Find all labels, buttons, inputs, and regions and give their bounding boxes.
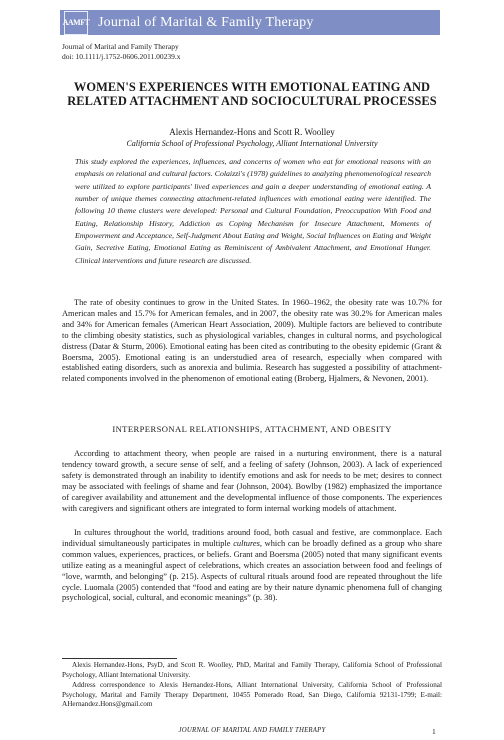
section-heading: INTERPERSONAL RELATIONSHIPS, ATTACHMENT, AND OBESITY [112,424,392,434]
footnote-divider [62,658,177,659]
section-paragraph-2 [62,528,442,604]
section-paragraph-1: According to attachment theory, when people are raised in a nurturing environment, there is a natural tendency toward growth, a secure sense of self, and a feeling of safety (Johnson, 2003). A lack of experienced safety is demonstrated through an inability to identify emotions and ask for needs to be met; desires to connect may be associated with feelings of shame and fear (Johnson, 2004). Bowlby (1982) emphasized the importance of caregiver availability and attunement and the developmental influence of those components. The experiences with caregivers and significant others are integrated to form internal working models of attachment. [62,449,442,513]
affiliation: California School of Professional Psychology, Alliant International University [126,139,378,148]
aamft-logo [64,11,88,35]
author-note: Alexis Hernandez-Hons, PsyD, and Scott R. Woolley, PhD, Marital and Family Therapy, California School of Professional Psychology, Alliant International University. [62,661,442,679]
paragraph-text-start: In cultures throughout the world, traditions around food, both casual and festive, are commonplace. Each individual simultaneously participates in multiple [62,528,442,548]
logo-text: AAMFT [62,18,90,27]
paragraph-text-end: , which can be broadly defined as a group who share common values, experiences, practices, or beliefs. Grant and Boersma (2005) noted that many significant events utilize eating as a meaningful aspect of celebrations, which creates an association between food and feelings of “love, warmth, and belonging” (p. 215). Aspects of cultural rituals around food are repeated throughout the life cycle. Luomala (2005) contended that “food and eating are by their nature dynamic phenomena full of changing psychological, social, cultural, and economic meanings” (p. 38). [62,538,443,603]
abstract: This study explored the experiences, influences, and concerns of women who eat for emotional reasons with an emphasis on relational and cultural factors. Colaizzi's (1978) guidelines to analyzing phenomenological research were utilized to explore participants' lived experiences and gain a deeper understanding of emotional eating. A number of unique themes connecting attachment-related influences with emotional eating were identified. The following 10 theme clusters were developed: Personal and Cultural Foundation, Preoccupation With Food and Eating, Relationship History, Addiction as Coping Mechanism for Insecure Attachment, Moments of Empowerment and Acceptance, Self-Judgment About Eating and Weight, Social Influences on Eating and Weight Gain, Secretive Eating, Emotional Eating as Reminiscent of Ambivalent Attachment, and Emotional Hunger. Clinical interventions and future research are discussed. [75,157,431,265]
authors: Alexis Hernandez-Hons and Scott R. Woolley [169,127,335,137]
intro-paragraph: The rate of obesity continues to grow in the United States. In 1960–1962, the obesity rate was 10.7% for American males and 15.7% for American females, and in 2007, the obesity rate was 30.2% for American males and 34% for American females (American Heart Association, 2009). Multiple factors are believed to contribute to the climbing obesity statistics, such as physiological variables, changes in cultural norms, and psychological distress (Datar & Sturm, 2006). Emotional eating has been cited as contributing to the obesity epidemic (Grant & Boersma, 2005). Emotional eating is an understudied area of research, especially when compared with established eating disorders, such as anorexia and bulimia. Research has suggested a possibility of attachment-related components involved in the phenomenon of emotional eating (Broberg, Hjalmers, & Nevonen, 2001). [62,298,442,384]
doi-link[interactable]: doi: 10.1111/j.1752-0606.2011.00239.x [62,51,181,61]
cultures-emphasis: cultures [233,538,260,548]
journal-meta [62,42,180,61]
page-number: 1 [432,727,436,736]
journal-banner [60,10,440,35]
correspondence-note: Address correspondence to Alexis Hernandez-Hons, Alliant International University, California School of Professional Psychology, Marital and Family Therapy Department, 10455 Pomerado Road, San Diego, California 92131-1799; E-mail: AHernandez.Hons@gmail.com [62,681,442,709]
journal-banner-title: Journal of Marital & Family Therapy [98,14,314,30]
running-footer: JOURNAL OF MARITAL AND FAMILY THERAPY [178,727,326,734]
paper-title: WOMEN'S EXPERIENCES WITH EMOTIONAL EATING AND RELATED ATTACHMENT AND SOCIOCULTURAL PROCESSES [67,80,437,108]
journal-name: Journal of Marital and Family Therapy [62,42,179,51]
